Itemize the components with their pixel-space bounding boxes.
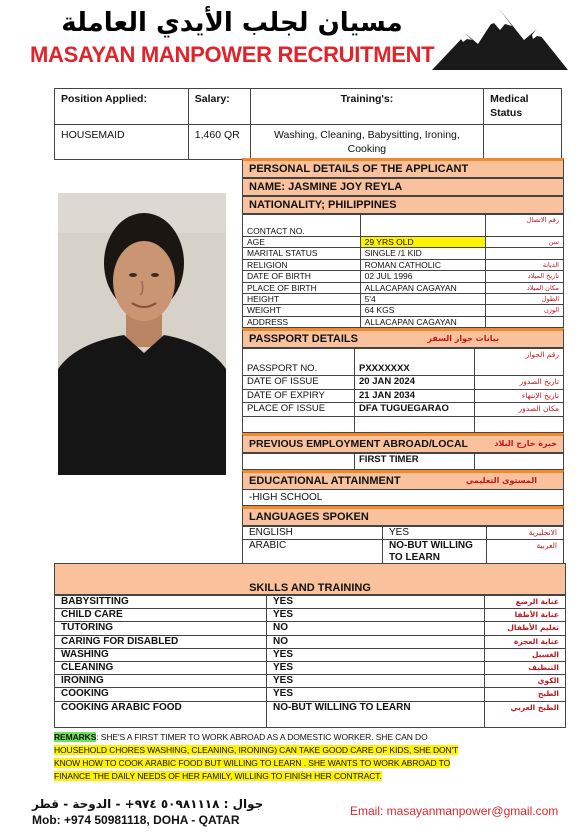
passport-table [242,348,564,433]
skill-label-arabic: التنظيف [485,661,566,674]
skill-label: CARING FOR DISABLED [55,635,267,648]
religion-label-arabic: الديانة [486,259,564,270]
skills-section [54,563,566,728]
skill-value: YES [267,688,485,701]
education-title-arabic: المستوى التعليمي [465,475,537,485]
religion-value: ROMAN CATHOLIC [360,259,486,270]
previous-employment-header [242,433,564,453]
previous-employment-title: PREVIOUS EMPLOYMENT ABROAD/LOCAL [249,437,468,450]
education-title: EDUCATIONAL ATTAINMENT [249,474,401,487]
marital-status-label-arabic [486,248,564,259]
skill-label-arabic: عناية الرضع [485,596,566,609]
date-of-expiry-label-arabic: تاريخ الإنتهاء [475,389,564,403]
passport-no-label: PASSPORT NO. [243,349,355,376]
skill-label: IRONING [55,675,267,688]
trainings-header: Training's: [250,89,483,125]
weight-label-arabic: الوزن [486,305,564,316]
education-value: -HIGH SCHOOL [242,490,564,506]
previous-employment-title-arabic: خبرة خارج البلاد [494,438,557,448]
date-of-issue-label: DATE OF ISSUE [243,376,355,390]
skill-label: TUTORING [55,622,267,635]
contact-label: CONTACT NO. [243,215,361,237]
position-value: HOUSEMAID [55,125,189,160]
salary-value: 1,460 QR [188,125,250,160]
language-arabic-label: ARABIC [243,539,383,573]
skill-value: YES [267,609,485,622]
age-label-arabic: سن [486,237,564,248]
mountain-logo-icon [432,4,568,72]
age-value: 29 YRS OLD [360,237,486,248]
skill-label-arabic: عناية العجزة [485,635,566,648]
passport-spacer [475,416,564,432]
height-value: 5'4 [360,294,486,305]
previous-employment-table [242,453,564,470]
medical-status-value [484,125,562,160]
skill-value: NO [267,622,485,635]
personal-details-section [242,158,564,574]
passport-details-title-arabic: بيانات جواز السفر [427,334,499,344]
contact-label-arabic: رقم الاتصال [486,215,564,237]
address-label-arabic [486,316,564,327]
date-of-expiry-label: DATE OF EXPIRY [243,389,355,403]
footer-contact-arabic: جوال : ٥٠٩٨١١١٨ ٩٧٤+ - الدوحة - قطر [32,797,264,811]
skills-table [54,595,566,728]
remarks-block [54,731,524,783]
position-header: Position Applied: [55,89,189,125]
remarks-line: : SHE'S A FIRST TIMER TO WORK ABROAD AS A DOMESTIC WORKER. SHE CAN DO [96,732,428,742]
previous-employment-label-cell [243,453,355,469]
previous-employment-extra-cell [475,453,564,469]
skill-value: YES [267,596,485,609]
skill-label: CHILD CARE [55,609,267,622]
address-value: ALLACAPAN CAGAYAN [360,316,486,327]
place-of-birth-value: ALLACAPAN CAGAYAN [360,282,486,293]
trainings-value: Washing, Cleaning, Babysitting, Ironing, Cooking [250,125,483,160]
company-name-arabic: مسيان لجلب الأيدي العاملة [61,8,403,38]
address-label: ADDRESS [243,316,361,327]
skill-value: YES [267,675,485,688]
salary-header: Salary: [188,89,250,125]
date-of-expiry-value: 21 JAN 2034 [355,389,475,403]
height-label-arabic: الطول [486,294,564,305]
applicant-photo [58,193,226,475]
company-name-english: MASAYAN MANPOWER RECRUITMENT [30,42,435,67]
passport-spacer [243,416,355,432]
skill-label: COOKING ARABIC FOOD [55,701,267,727]
date-of-issue-value: 20 JAN 2024 [355,376,475,390]
passport-no-label-arabic: رقم الجواز [475,349,564,376]
weight-label: WEIGHT [243,305,361,316]
date-of-issue-label-arabic: تاريخ الصدور [475,376,564,390]
language-english-arabic: الانجليزية [487,526,564,539]
height-label: HEIGHT [243,294,361,305]
place-of-birth-label: PLACE OF BIRTH [243,282,361,293]
marital-status-value: SINGLE /1 KID [360,248,486,259]
applicant-nationality: NATIONALITY; PHILIPPINES [242,196,564,214]
place-of-issue-label: PLACE OF ISSUE [243,403,355,417]
personal-details-title: PERSONAL DETAILS OF THE APPLICANT [242,158,564,178]
remarks-line: HOUSEHOLD CHORES WASHING, CLEANING, IRONING) CAN TAKE GOOD CARE OF KIDS, SHE DON'T [54,745,459,755]
footer-mobile: Mob: +974 50981118, DOHA - QATAR [32,813,240,827]
dob-label: DATE OF BIRTH [243,271,361,282]
remarks-label: REMARKS [54,732,97,742]
skills-title: SKILLS AND TRAINING [54,563,566,595]
dob-label-arabic: تاريخ الميلاد [486,271,564,282]
language-arabic-arabic: العربية [487,539,564,573]
place-of-issue-label-arabic: مكان الصدور [475,403,564,417]
marital-status-label: MARITAL STATUS [243,248,361,259]
skill-label-arabic: تعليم الأطفال [485,622,566,635]
languages-title: LANGUAGES SPOKEN [242,506,564,526]
footer-email: Email: masayanmanpower@gmail.com [350,804,559,818]
skill-label-arabic: عناية الأطفا [485,609,566,622]
passport-no-value: PXXXXXXX [355,349,475,376]
personal-details-table [242,214,564,328]
place-of-birth-label-arabic: مكان الميلاد [486,282,564,293]
passport-spacer [355,416,475,432]
language-english-label: ENGLISH [243,526,383,539]
skill-label-arabic: الطبخ العربي [485,701,566,727]
weight-value: 64 KGS [360,305,486,316]
language-arabic-level: NO-BUT WILLING TO LEARN [383,539,487,573]
skill-value: NO [267,635,485,648]
skill-label: COOKING [55,688,267,701]
skill-value: YES [267,648,485,661]
skill-value: YES [267,661,485,674]
skill-label: WASHING [55,648,267,661]
position-table [54,88,562,160]
passport-details-header [242,328,564,348]
remarks-line: KNOW HOW TO COOK ARABIC FOOD BUT WILLING TO LEARN . SHE WANTS TO WORK ABROAD TO [54,758,451,768]
dob-value: 02 JUL 1996 [360,271,486,282]
skill-value: NO-BUT WILLING TO LEARN [267,701,485,727]
place-of-issue-value: DFA TUGUEGARAO [355,403,475,417]
age-label: AGE [243,237,361,248]
contact-value [360,215,486,237]
language-english-level: YES [383,526,487,539]
skill-label-arabic: الكوي [485,675,566,688]
religion-label: RELIGION [243,259,361,270]
applicant-name: NAME: JASMINE JOY REYLA [242,178,564,196]
education-header [242,470,564,490]
skill-label-arabic: الطبخ [485,688,566,701]
passport-details-title: PASSPORT DETAILS [249,333,358,346]
remarks-line: FINANCE THE DAILY NEEDS OF HER FAMILY, WILLING TO FINISH HER CONTRACT. [54,771,382,781]
skill-label-arabic: الغسيل [485,648,566,661]
skill-label: BABYSITTING [55,596,267,609]
skill-label: CLEANING [55,661,267,674]
medical-status-header: Medical Status [484,89,562,125]
previous-employment-value: FIRST TIMER [355,453,475,469]
